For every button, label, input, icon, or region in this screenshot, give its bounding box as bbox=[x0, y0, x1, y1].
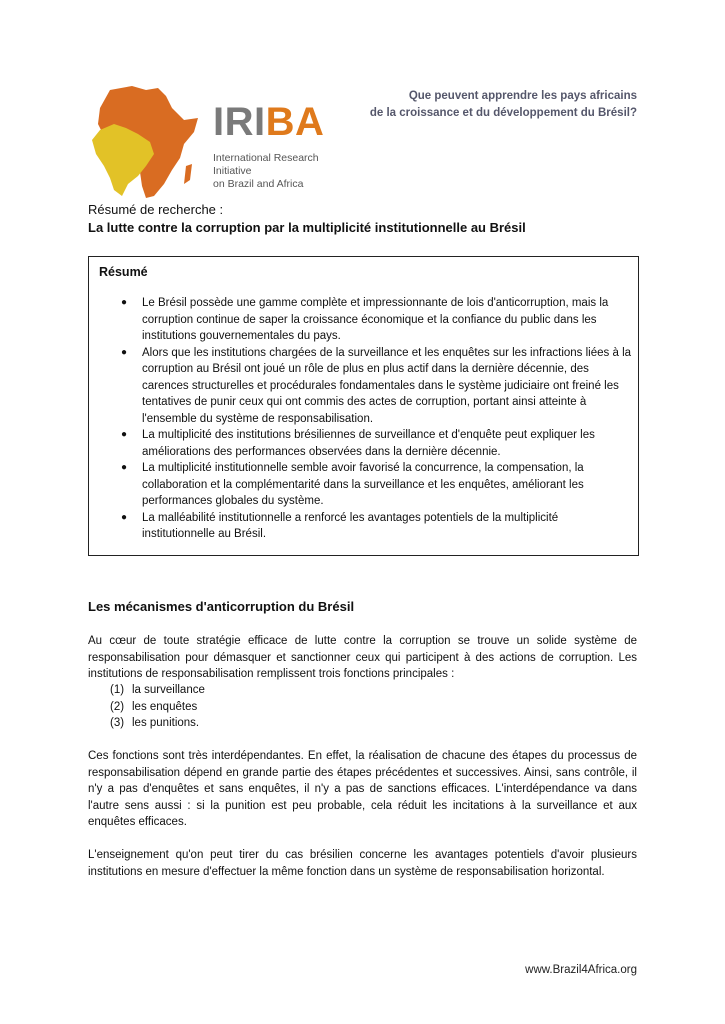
summary-item-text: La multiplicité institutionnelle semble avoir favorisé la concurrence, la compensation, la collaboration et la complémentarité dans la surveillance et les enquêtes, améliorant les performances globales du système. bbox=[142, 462, 584, 507]
summary-item-text: La multiplicité des institutions brésiliennes de surveillance et d'enquête peut expliquer les améliorations des performances observées dans la dernière décennie. bbox=[142, 429, 595, 458]
logo-tagline-line1: International Research Initiative bbox=[213, 152, 319, 177]
logo-tagline-line2: on Brazil and Africa bbox=[213, 178, 304, 190]
header-question-line1: Que peuvent apprendre les pays africains bbox=[408, 90, 637, 102]
logo-word-orange: BA bbox=[265, 100, 325, 144]
list-text: les enquêtes bbox=[132, 700, 198, 713]
summary-item-text: La malléabilité institutionnelle a renforcé les avantages potentiels de la multiplicité institutionnelle au Brésil. bbox=[142, 511, 559, 540]
functions-list-item bbox=[110, 682, 205, 699]
bullet-icon: ● bbox=[121, 297, 128, 308]
list-text: la surveillance bbox=[132, 684, 205, 696]
summary-heading: Résumé bbox=[99, 265, 148, 279]
summary-list bbox=[119, 295, 631, 543]
footer-url: www.Brazil4Africa.org bbox=[525, 964, 637, 976]
functions-list-item bbox=[110, 715, 205, 732]
summary-item bbox=[119, 345, 631, 428]
logo-tagline bbox=[213, 152, 333, 191]
paragraph-interdependence: Ces fonctions sont très interdépendantes. En effet, la réalisation de chacune des étapes du processus de responsabilisation dépend en grande partie des étapes précédentes et successives. Ainsi, sans contrôle, il n'y a pas d'enquêtes et sans enquêtes, il n'y a pas de sanctions efficaces. L'interdépendance va dans l'autre sens aussi : si la punition est peu probable, cela réduit les incitations à la surveillance et aux enquêtes efficaces. bbox=[88, 750, 637, 828]
logo-wordmark bbox=[213, 102, 324, 142]
document-title: La lutte contre la corruption par la multiplicité institutionnelle au Brésil bbox=[88, 220, 526, 235]
bullet-icon: ● bbox=[121, 429, 128, 440]
summary-item bbox=[119, 510, 631, 543]
bullet-icon: ● bbox=[121, 346, 128, 358]
summary-item-text: Alors que les institutions chargées de la surveillance et les enquêtes sur les infractions liées à la corruption au Brésil ont joué un rôle de plus en plus actif dans la dernière décennie, des carences structurelles et procédurales fondamentales dans le système judiciaire ont freiné les tentatives de punir ceux qui ont commis des actes de corruption, portant ainsi atteinte à l'ensemble du système de responsabilisation. bbox=[142, 346, 632, 425]
list-number: (1) bbox=[110, 684, 125, 696]
functions-list bbox=[110, 682, 205, 732]
header-question bbox=[370, 88, 637, 122]
summary-item bbox=[119, 427, 631, 460]
header-question-line2: de la croissance et du développement du Brésil? bbox=[369, 107, 637, 119]
list-text: les punitions. bbox=[132, 717, 200, 729]
summary-item-text: Le Brésil possède une gamme complète et impressionnante de lois d'anticorruption, mais la corruption continue de saper la croissance économique et la confiance du public dans les institutions gouvernementales du pays. bbox=[142, 297, 609, 342]
paragraph-intro: Au cœur de toute stratégie efficace de lutte contre la corruption se trouve un solide système de responsabilisation pour démasquer et sanctionner ceux qui participent à des actions de corruption. Les institutions de responsabilisation remplissent trois fonctions principales : bbox=[88, 635, 637, 680]
iriba-logo bbox=[88, 84, 328, 202]
madagascar-shape bbox=[184, 164, 192, 184]
list-number: (2) bbox=[110, 700, 125, 713]
summary-item bbox=[119, 460, 631, 510]
paragraph-lesson: L'enseignement qu'on peut tirer du cas brésilien concerne les avantages potentiels d'avoir plusieurs institutions en mesure d'effectuer la même fonction dans un système de responsabilisation horizontal. bbox=[88, 849, 637, 878]
summary-box bbox=[88, 256, 639, 556]
list-number: (3) bbox=[110, 717, 125, 729]
summary-item bbox=[119, 295, 631, 345]
bullet-icon: ● bbox=[121, 511, 128, 523]
bullet-icon: ● bbox=[121, 462, 128, 473]
section-heading: Les mécanismes d'anticorruption du Brésil bbox=[88, 599, 355, 614]
document-subtitle: Résumé de recherche : bbox=[88, 202, 224, 217]
africa-brazil-map-icon bbox=[88, 84, 213, 202]
functions-list-item bbox=[110, 699, 205, 716]
logo-word-gray: IRI bbox=[213, 100, 266, 144]
